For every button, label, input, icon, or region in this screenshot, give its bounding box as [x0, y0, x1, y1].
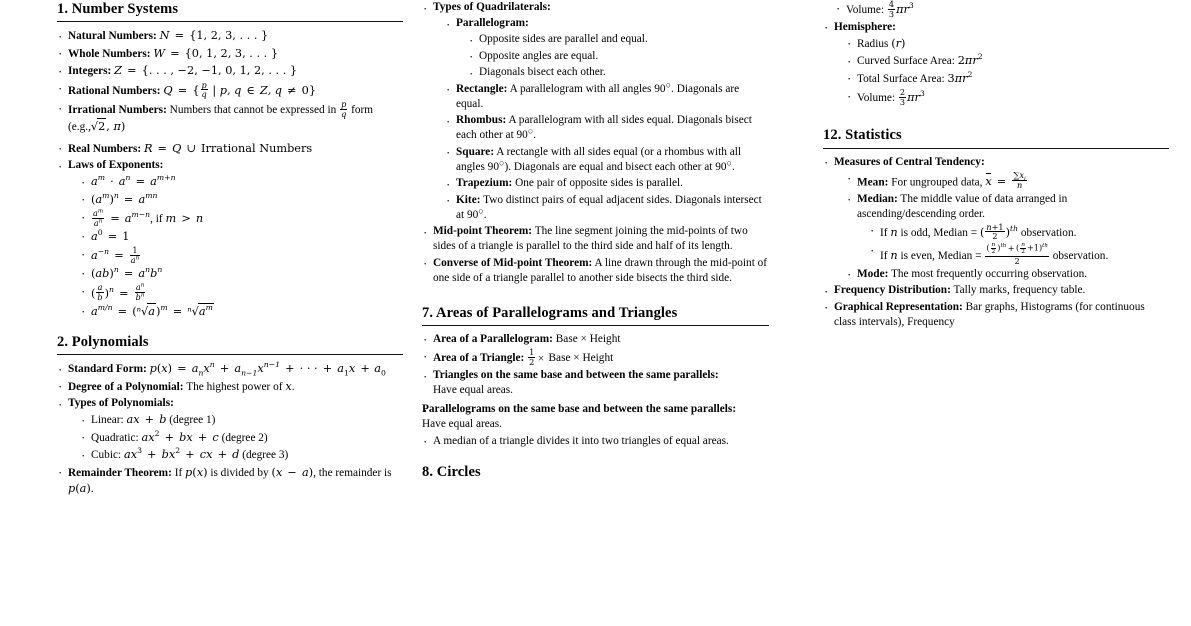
math-linear: ax + b — [126, 413, 167, 427]
math-m-gt-n: m > n — [165, 212, 204, 226]
term-label: Parallelograms on the same base and between the same parallels: — [422, 403, 737, 416]
list-item-converse-midpoint — [422, 256, 769, 286]
list-item-rational-numbers — [57, 81, 403, 99]
quad-trapezium — [445, 176, 769, 191]
math-law-3: · $\frac{a^m}{a^n}$ = $a^{m-n}$ — [93, 208, 151, 228]
term-label: Parallelogram: — [456, 17, 529, 30]
term-label: Area of a Parallelogram: — [433, 332, 553, 345]
list-item-laws-of-exponents — [57, 158, 403, 320]
degree-symbol: ○ — [726, 157, 732, 168]
section-heading-polynomials: 2. Polynomials — [57, 334, 149, 351]
term-label: Irrational Numbers: — [68, 104, 167, 117]
midpoint-text: The line segment joining the mid-points of two sides of a triangle is parallel to the third side and half of its length. — [433, 225, 748, 253]
heading-rule — [422, 325, 769, 326]
hemisphere-volume — [846, 88, 1169, 106]
rhombus-text-a: A parallelogram with all sides equal. Diagonals bisect each other at 90 — [456, 114, 752, 142]
base-height-text: Base × Height — [548, 352, 614, 365]
term-label: Rectangle: — [456, 82, 508, 95]
list-item-midpoint-theorem — [422, 224, 769, 254]
math-law-5: $a^{-n}$ = $\frac{1}{a^n}$ — [91, 245, 140, 265]
math-r: (r) — [891, 36, 906, 50]
math-tsa: $3\pi r^2$ — [947, 69, 973, 85]
math-law-7: ( $\frac{a}{b}$ )$^n$ = $\frac{a^n}{b^n}$ — [91, 282, 145, 302]
list-item-degree: · Degree of a Polynomial: The highest power of x. — [57, 379, 403, 395]
section-heading-areas: 7. Areas of Parallelograms and Triangles — [422, 304, 678, 321]
term-label: Frequency Distribution: — [834, 284, 951, 297]
polynomial-types-sublist — [80, 412, 403, 463]
term-label: Types of Quadrilaterals: — [433, 1, 551, 13]
term-label: Median: — [857, 192, 898, 205]
list-item-frequency-distribution — [823, 283, 1169, 298]
irrational-text-part1: Numbers that cannot be expressed in — [169, 104, 337, 117]
law-quotient — [80, 209, 403, 227]
list-item-real-numbers — [57, 141, 403, 157]
parallelogram-property: · Opposite angles are equal. — [468, 49, 769, 64]
frequency-text: Tally marks, frequency table. — [953, 284, 1086, 297]
remainder-text-b: is divided by — [210, 466, 269, 479]
quadrilateral-types-sublist — [445, 16, 769, 223]
math-a-zero: $a_0$ — [374, 362, 386, 378]
equal-areas-text: Have equal areas. — [422, 418, 502, 431]
number-systems-list — [57, 28, 403, 320]
law-power-of-power — [80, 192, 403, 208]
square-text-a: A rectangle with all sides equal (or a rhombus with all angles 90 — [456, 145, 742, 173]
kite-text-b: . — [483, 208, 487, 221]
section-heading-circles: 8. Circles — [422, 463, 481, 480]
math-pa: p(a) — [68, 481, 91, 495]
math-quadratic: $ax^2$ + bx + c — [141, 429, 219, 444]
list-item-triangles-same-base — [422, 368, 769, 398]
math-sphere-volume: $\frac{4}{3}$ $\pi r^3$ — [888, 0, 914, 19]
heading-rule — [823, 148, 1169, 149]
median-odd-case — [869, 223, 1169, 241]
quad-parallelogram — [445, 16, 769, 80]
math-real-set: R = Q ∪ Irrational Numbers — [143, 141, 313, 155]
right-column — [794, 0, 1191, 510]
converse-text: A line drawn through the mid-point of one side of a triangle parallel to another side bisects the third side. — [433, 256, 768, 284]
term-label: Kite: — [456, 193, 481, 206]
measure-median — [846, 192, 1169, 266]
observation-label: observation. — [1020, 226, 1077, 239]
math-standard-form: $p(x) = a_nx^n + a_{n-1}x^{n-1}$ + · · · + $a_1x$ + — [149, 360, 370, 378]
median-even-case — [869, 242, 1169, 265]
remainder-text-c: , the remainder is — [313, 466, 392, 479]
quad-square — [445, 145, 769, 175]
left-column — [0, 0, 397, 510]
page-title: 1. Number Systems — [57, 1, 179, 17]
heading-rule — [57, 354, 403, 355]
hemisphere-radius — [846, 36, 1169, 52]
list-item-parallelograms-same-base — [422, 402, 769, 432]
term-label: Remainder Theorem: — [68, 466, 172, 479]
list-item-types-of-polynomials — [57, 396, 403, 463]
list-item-central-tendency — [823, 155, 1169, 282]
math-hemisphere-volume: $\frac{2}{3}$ $\pi r^3$ — [899, 87, 925, 107]
linear-label: Linear: — [91, 414, 124, 427]
square-text-c: . — [732, 160, 735, 173]
quadratic-label: Quadratic: — [91, 431, 139, 444]
math-rational-set: Q = { $\frac{p}{q}$ | p, q ∈ Z, q ≠ 0} — [163, 79, 317, 100]
term-label: Mean: — [857, 176, 889, 189]
degree1-label: (degree 1) — [169, 414, 216, 427]
kite-text-a: Two distinct pairs of equal adjacent sides. Diagonals intersect at 90 — [456, 193, 762, 221]
list-item-irrational-numbers — [57, 100, 403, 135]
math-law-6: $(ab)^n = a^nb^n$ — [91, 265, 163, 280]
quad-rhombus — [445, 113, 769, 143]
math-integer-set: Z = {. . . , −2, −1, 0, 1, 2, . . . } — [114, 64, 298, 78]
section-solids-continued — [823, 0, 1169, 106]
math-cubic: $ax^3 + bx^2$ + cx + d — [123, 446, 240, 462]
central-tendency-sublist — [846, 171, 1169, 282]
math-median-odd: ( $\frac{n+1}{2}$ )$^{th}$ — [979, 221, 1019, 242]
mode-text: The most frequently occurring observation. — [891, 267, 1088, 280]
degree-symbol: ○ — [478, 205, 484, 216]
term-label: Rational Numbers: — [68, 84, 161, 97]
degree3-label: (degree 3) — [242, 449, 289, 462]
term-label: Laws of Exponents: — [68, 159, 164, 172]
term-label: Natural Numbers: — [68, 30, 157, 43]
list-item-natural-numbers — [57, 28, 403, 44]
list-item-remainder-theorem: · Remainder Theorem: If p(x) is divided by (x − a), the remainder is p(a). — [57, 465, 403, 497]
math-csa: $2\pi r^2$ — [957, 52, 983, 68]
even-label: is even, Median = — [900, 250, 982, 263]
list-item-area-triangle — [422, 348, 769, 366]
law-product — [80, 174, 403, 190]
term-label: Trapezium: — [456, 177, 513, 190]
rectangle-text-a: A parallelogram with all angles 90 — [509, 82, 666, 95]
median-divides-text: A median of a triangle divides it into two triangles of equal areas. — [433, 434, 729, 447]
square-text-b: ). Diagonals are equal and bisect each other at 90 — [504, 160, 727, 173]
section-quadrilaterals — [422, 0, 769, 286]
math-n: n — [890, 225, 898, 239]
measure-mode — [846, 267, 1169, 282]
parallelogram-property: · Opposite sides are parallel and equal. — [468, 32, 769, 47]
list-item-types-of-quadrilaterals — [422, 0, 769, 223]
irrational-text-part2: form (e.g., — [68, 104, 374, 134]
list-item-hemisphere — [823, 20, 1169, 107]
term-label: Graphical Representation: — [834, 300, 963, 313]
type-linear — [80, 412, 403, 428]
tsa-label: Total Surface Area: — [857, 72, 945, 85]
degree-symbol: ○ — [498, 157, 505, 168]
math-whole-set: W = {0, 1, 2, 3, . . . } — [153, 46, 279, 60]
laws-of-exponents-sublist — [80, 174, 403, 320]
math-sqrt2-pi: √2, π) — [90, 120, 126, 134]
math-px: p(x) — [185, 465, 208, 479]
section-circles — [422, 463, 769, 481]
quad-kite — [445, 193, 769, 223]
list-item-standard-form — [57, 361, 403, 377]
section-areas — [422, 304, 769, 449]
term-label: Converse of Mid-point Theorem: — [433, 256, 593, 269]
term-label: Mid-point Theorem: — [433, 225, 533, 238]
cubic-label: Cubic: — [91, 449, 122, 462]
type-cubic — [80, 447, 403, 463]
math-law-1: $a^m \cdot a^n = a^{m+n}$ — [91, 173, 176, 189]
term-label: Standard Form: — [68, 363, 147, 376]
sphere-hemisphere-list — [823, 0, 1169, 106]
quadrilaterals-list — [422, 0, 769, 286]
term-label: Whole Numbers: — [68, 47, 151, 60]
polynomials-list — [57, 361, 403, 497]
law-fractional-exponent — [80, 303, 403, 320]
mean-text: For ungrouped data, — [891, 176, 983, 189]
parallelogram-property: · Diagonals bisect each other. — [468, 65, 769, 80]
observation-label: observation. — [1052, 250, 1109, 263]
graphical-text: Bar graphs, Histograms (for continuous class intervals), Frequency — [834, 300, 1145, 328]
list-item-median-divides — [422, 434, 769, 449]
math-p-over-q: $\frac{p}{q}$ — [341, 99, 347, 119]
math-x-minus-a: (x − a) — [271, 465, 314, 479]
areas-list — [422, 332, 769, 449]
remainder-text-a: If — [174, 466, 183, 479]
hemisphere-tsa — [846, 71, 1169, 87]
term-label: Rhombus: — [456, 114, 507, 127]
radius-label: Radius — [857, 37, 889, 50]
term-label: Area of a Triangle: — [433, 352, 525, 365]
trapezium-text: One pair of opposite sides is parallel. — [515, 177, 683, 190]
list-item-integers — [57, 63, 403, 79]
section-statistics — [823, 126, 1169, 329]
csa-label: Curved Surface Area: — [857, 55, 955, 68]
odd-label: is odd, Median = — [900, 226, 978, 239]
parallelogram-properties — [468, 32, 769, 80]
math-law-4: $a^0 = 1$ — [91, 227, 130, 243]
math-law-8: $a^{m/n} = (^n√a)^m = ^n√a^m$ — [91, 303, 213, 319]
term-label: Square: — [456, 145, 495, 158]
term-label: Triangles on the same base and between the same parallels: — [433, 369, 719, 382]
hemisphere-sublist — [846, 36, 1169, 107]
median-cases — [869, 223, 1169, 265]
degree-text: The highest power of — [186, 380, 283, 393]
type-quadratic — [80, 430, 403, 446]
law-3-condition: , if — [150, 213, 163, 226]
base-height-text: Base × Height — [555, 332, 621, 345]
if-label: If — [880, 250, 888, 263]
law-quotient-power — [80, 283, 403, 301]
heading-rule — [57, 21, 403, 22]
math-x: x — [285, 379, 292, 393]
volume-label: Volume: — [846, 4, 885, 17]
list-item-graphical-representation — [823, 300, 1169, 330]
term-label: Hemisphere: — [834, 20, 896, 33]
math-n: n — [890, 249, 898, 263]
math-law-2: $(a^m)^n = a^{mn}$ — [91, 190, 158, 206]
equal-areas-text: Have equal areas. — [433, 384, 513, 397]
law-product-power — [80, 266, 403, 282]
term-label: Real Numbers: — [68, 142, 142, 155]
quad-rectangle — [445, 79, 769, 112]
hemisphere-csa — [846, 53, 1169, 69]
law-negative-exponent — [80, 246, 403, 264]
math-half: $\frac{1}{2}$ — [529, 347, 535, 367]
measure-mean — [846, 171, 1169, 191]
degree2-label: (degree 2) — [221, 431, 268, 444]
term-label: Degree of a Polynomial: — [68, 380, 184, 393]
list-item-sphere-volume — [835, 0, 1169, 18]
median-text: The middle value of data arranged in ascending/descending order. — [857, 192, 1068, 220]
rectangle-text-b: . Diagonals are equal. — [456, 82, 740, 110]
times-symbol: × — [537, 352, 545, 365]
term-label: Integers: — [68, 65, 112, 78]
math-natural-set: N = {1, 2, 3, . . . } — [159, 29, 269, 43]
rhombus-text-b: . — [533, 129, 537, 142]
list-item-whole-numbers — [57, 46, 403, 62]
degree-symbol: ○ — [665, 79, 672, 90]
section-heading-statistics: 12. Statistics — [823, 127, 902, 144]
term-label: Measures of Central Tendency: — [834, 155, 985, 168]
math-mean-formula: x = $\frac{\sum x_i}{n}$ — [985, 169, 1026, 191]
section-polynomials — [57, 333, 403, 497]
term-label: Types of Polynomials: — [68, 397, 174, 410]
law-zero-exponent — [80, 229, 403, 245]
if-label: If — [880, 226, 888, 239]
middle-column — [397, 0, 794, 510]
statistics-list — [823, 155, 1169, 330]
list-item-area-parallelogram — [422, 332, 769, 347]
volume-label: Volume: — [857, 92, 896, 105]
degree-symbol: ○ — [527, 126, 534, 137]
math-median-even: ( $\frac{n}{2}$ )$^{th}$ + ( $\frac{n}{2}$ +1)$^{th}$ 2 — [986, 242, 1048, 266]
section-number-systems — [57, 0, 403, 320]
term-label: Mode: — [857, 267, 889, 280]
